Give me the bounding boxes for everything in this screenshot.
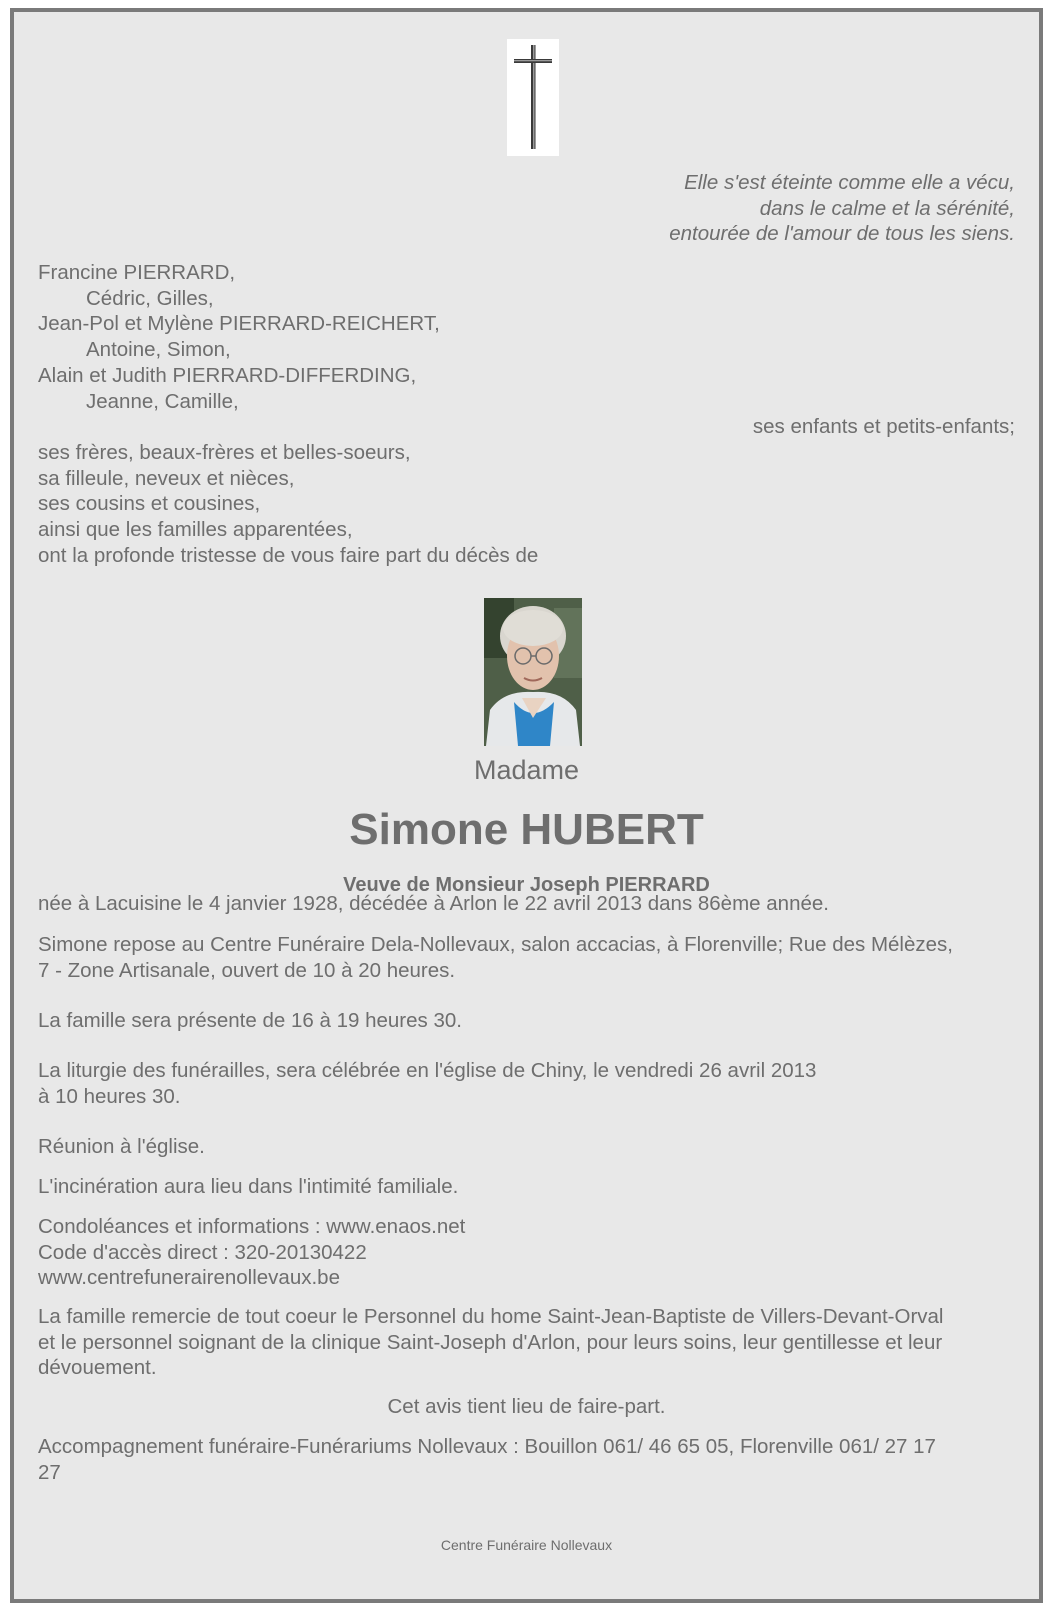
birth-death-line: née à Lacuisine le 4 janvier 1928, décédée à Arlon le 22 avril 2013 dans 86ème année. bbox=[38, 892, 829, 915]
children-line: ses enfants et petits-enfants; bbox=[752, 415, 1015, 439]
relatives-line: ses frères, beaux-frères et belles-soeurs, bbox=[38, 440, 411, 464]
grandchildren: Cédric, Gilles, bbox=[86, 286, 214, 310]
quote-line: entourée de l'amour de tous les siens. bbox=[669, 222, 1015, 246]
thanks-line: La famille remercie de tout coeur le Personnel du home Saint-Jean-Baptiste de Villers-Devant-Orval bbox=[38, 1305, 944, 1328]
family-member: Jean-Pol et Mylène PIERRARD-REICHERT, bbox=[38, 312, 440, 336]
condolences-line: www.centrefunerairenollevaux.be bbox=[38, 1266, 340, 1290]
family-member: Alain et Judith PIERRARD-DIFFERDING, bbox=[38, 363, 417, 387]
deceased-name: Simone HUBERT bbox=[349, 805, 704, 854]
portrait-photo bbox=[484, 598, 582, 746]
quote bbox=[669, 170, 1015, 247]
family-member: Francine PIERRARD, bbox=[38, 261, 236, 284]
relatives bbox=[38, 440, 538, 569]
thanks-line: et le personnel soignant de la clinique Saint-Joseph d'Arlon, pour leurs soins, leur gentillesse et leur bbox=[38, 1330, 943, 1354]
grandchildren: Antoine, Simon, bbox=[86, 338, 231, 362]
cross-icon bbox=[507, 39, 559, 156]
liturgy-line: La liturgie des funérailles, sera célébrée en l'église de Chiny, le vendredi 26 avril 2013 bbox=[38, 1059, 817, 1082]
condolences bbox=[38, 1214, 465, 1291]
liturgy-line: à 10 heures 30. bbox=[38, 1084, 181, 1108]
thanks bbox=[38, 1304, 943, 1381]
quote-line: Elle s'est éteinte comme elle a vécu, bbox=[684, 171, 1015, 194]
resting-line: Simone repose au Centre Funéraire Dela-Nollevaux, salon accacias, à Florenville; Rue des Mélèzes, bbox=[38, 933, 953, 956]
resting-line: 7 - Zone Artisanale, ouvert de 10 à 20 heures. bbox=[38, 958, 456, 982]
thanks-line: dévouement. bbox=[38, 1356, 157, 1380]
condolences-line: Condoléances et informations : www.enaos.net bbox=[38, 1215, 466, 1238]
funeral-service bbox=[38, 1434, 936, 1485]
funeral-service-line: 27 bbox=[38, 1460, 61, 1484]
death-notice-card bbox=[10, 8, 1043, 1603]
notice-line: Cet avis tient lieu de faire-part. bbox=[387, 1395, 666, 1418]
condolences-line: Code d'accès direct : 320-20130422 bbox=[38, 1240, 367, 1264]
relatives-line: sa filleule, neveux et nièces, bbox=[38, 466, 295, 490]
widow-of: Veuve de Monsieur Joseph PIERRARD bbox=[343, 874, 710, 896]
reunion: Réunion à l'église. bbox=[38, 1135, 205, 1158]
relatives-line: ont la profonde tristesse de vous faire part du décès de bbox=[38, 543, 539, 567]
cremation: L'incinération aura lieu dans l'intimité familiale. bbox=[38, 1175, 459, 1198]
grandchildren: Jeanne, Camille, bbox=[86, 389, 239, 413]
resting-place bbox=[38, 932, 953, 983]
relatives-line: ainsi que les familles apparentées, bbox=[38, 518, 353, 541]
footer: Centre Funéraire Nollevaux bbox=[440, 1537, 613, 1553]
quote-line: dans le calme et la sérénité, bbox=[759, 196, 1015, 220]
relatives-line: ses cousins et cousines, bbox=[38, 492, 261, 516]
family-present: La famille sera présente de 16 à 19 heures 30. bbox=[38, 1009, 462, 1032]
honorific: Madame bbox=[473, 755, 580, 785]
liturgy bbox=[38, 1058, 816, 1109]
funeral-service-line: Accompagnement funéraire-Funérariums Nollevaux : Bouillon 061/ 46 65 05, Florenville 061/ 27 17 bbox=[38, 1435, 936, 1458]
